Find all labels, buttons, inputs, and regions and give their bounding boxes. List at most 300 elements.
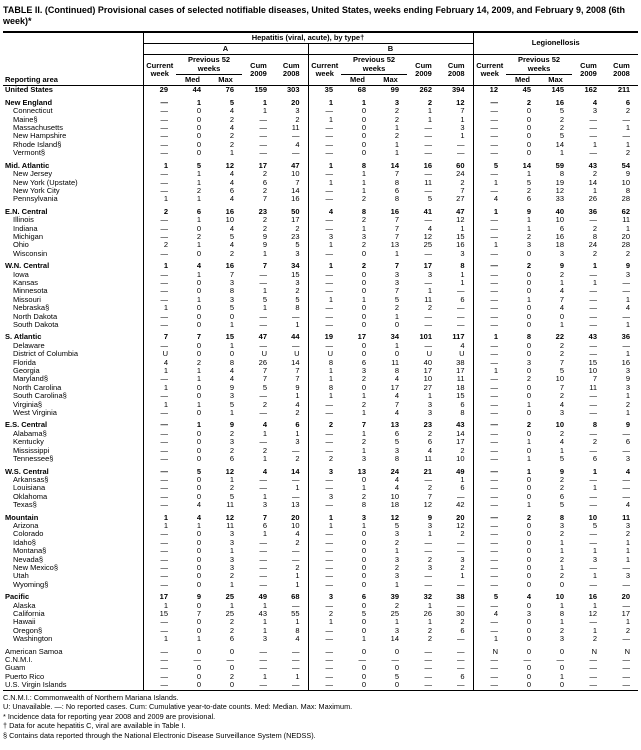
value-cell: 6 [229, 635, 234, 644]
table-row [3, 501, 638, 509]
value-cell: 0 [526, 521, 531, 530]
value-cell: 0 [196, 429, 201, 438]
value-cell: 3 [625, 455, 630, 464]
value-cell: 24 [456, 170, 465, 179]
value-cell: 1 [229, 547, 234, 556]
value-cell: — [473, 279, 506, 287]
value-cell: 9 [526, 206, 531, 216]
value-cell: 5 [592, 521, 597, 530]
reporting-area-cell: South Carolina§ [13, 392, 67, 401]
value-cell: — [292, 681, 300, 690]
value-cell: — [143, 572, 176, 580]
value-cell: 5 [196, 160, 201, 170]
value-cell: 1 [427, 287, 432, 296]
value-cell: 5 [427, 195, 432, 204]
value-cell: 10 [555, 375, 564, 384]
value-cell: 1 [295, 429, 300, 438]
value-cell: 2 [308, 610, 341, 618]
value-cell: 1 [361, 295, 366, 304]
value-cell: 0 [361, 278, 366, 287]
value-cell: 2 [427, 97, 432, 107]
value-cell: 0 [361, 304, 366, 313]
value-cell: — [589, 270, 597, 279]
value-cell: 12 [456, 216, 465, 225]
value-cell: — [473, 187, 506, 195]
value-cell: — [259, 484, 267, 493]
value-cell: 10 [225, 216, 234, 225]
value-cell: 1 [460, 475, 465, 484]
value-cell: U [426, 350, 432, 359]
value-cell: 7 [361, 420, 366, 430]
value-cell: 1 [394, 341, 399, 350]
value-cell: — [457, 656, 465, 665]
value-cell: — [308, 627, 341, 635]
value-cell: 0 [526, 392, 531, 401]
value-cell: — [589, 287, 597, 296]
value-cell: 11 [424, 178, 432, 187]
value-cell: 1 [559, 278, 564, 287]
value-cell: — [143, 116, 176, 124]
table-header [3, 32, 638, 86]
value-cell: — [457, 492, 465, 501]
value-cell: 17 [258, 160, 267, 170]
value-cell: 0 [361, 140, 366, 149]
value-cell: 3 [229, 538, 234, 547]
value-cell: 1 [559, 672, 564, 681]
value-cell: — [292, 149, 300, 158]
value-cell: 2 [262, 170, 267, 179]
value-cell: 17 [357, 332, 366, 342]
value-cell: 1 [308, 510, 341, 522]
table-row [3, 510, 638, 522]
value-cell: 3 [361, 367, 366, 376]
value-cell: — [143, 681, 176, 690]
value-cell: 0 [361, 547, 366, 556]
table-row [3, 673, 638, 681]
value-cell: 17 [423, 367, 432, 376]
value-cell: — [622, 563, 630, 572]
value-cell: 4 [592, 97, 597, 107]
value-cell: — [143, 618, 176, 626]
value-cell: — [622, 664, 630, 673]
value-cell: — [622, 580, 630, 589]
reporting-area-cell: Connecticut [13, 107, 53, 116]
reporting-area-cell: North Dakota [13, 312, 58, 321]
value-cell: 17 [456, 367, 465, 376]
value-cell: 2 [625, 149, 630, 158]
value-cell: 2 [559, 484, 564, 493]
value-cell: 1 [361, 635, 366, 644]
value-cell: — [473, 572, 506, 580]
value-cell: — [589, 672, 597, 681]
value-cell: 2 [361, 195, 366, 204]
value-cell: 0 [196, 572, 201, 581]
value-cell: 1 [143, 258, 176, 270]
value-cell: 1 [143, 384, 176, 392]
value-cell: 1 [196, 521, 201, 530]
value-cell: 28 [621, 241, 630, 250]
value-cell: 2 [559, 341, 564, 350]
table-row [3, 233, 638, 241]
value-cell: — [473, 664, 506, 672]
value-cell: 2 [625, 530, 630, 539]
value-cell: 1 [394, 312, 399, 321]
value-cell: 1 [308, 241, 341, 249]
value-cell: 6 [460, 484, 465, 493]
table-row [3, 392, 638, 400]
value-cell: 0 [361, 115, 366, 124]
reporting-area-cell: American Samoa [5, 646, 63, 656]
value-cell: 43 [456, 420, 465, 430]
value-cell: 2 [427, 635, 432, 644]
value-cell: 2 [394, 538, 399, 547]
value-cell: — [424, 216, 432, 225]
value-cell: 1 [460, 572, 465, 581]
value-cell: — [473, 493, 506, 501]
value-cell: 3 [308, 589, 341, 601]
value-cell: 17 [390, 383, 399, 392]
table-row [3, 493, 638, 501]
value-cell: 4 [196, 512, 201, 522]
table-row [3, 539, 638, 547]
reporting-area-cell: New Mexico§ [13, 563, 59, 572]
value-cell: 1 [526, 501, 531, 510]
value-cell: 1 [196, 270, 201, 279]
table-row [3, 417, 638, 429]
value-cell: 2 [592, 170, 597, 179]
value-cell: 0 [361, 341, 366, 350]
value-cell: 42 [456, 501, 465, 510]
value-cell: 0 [196, 626, 201, 635]
value-cell: 1 [196, 375, 201, 384]
value-cell: 2 [559, 270, 564, 279]
current-week-header-leg: Current week [473, 55, 506, 86]
value-cell: — [143, 250, 176, 258]
value-cell: 1 [592, 278, 597, 287]
value-cell: 26 [258, 358, 267, 367]
value-cell: 6 [427, 438, 432, 447]
value-cell: 7 [262, 375, 267, 384]
value-cell: 4 [196, 501, 201, 510]
value-cell: 4 [229, 375, 234, 384]
value-cell: 3 [295, 278, 300, 287]
value-cell: 2 [229, 572, 234, 581]
value-cell: 1 [526, 400, 531, 409]
value-cell: 7 [592, 375, 597, 384]
value-cell: 262 [419, 85, 432, 95]
value-cell: 1 [625, 350, 630, 359]
value-cell: — [143, 375, 176, 383]
value-cell: — [473, 287, 506, 295]
value-cell: — [308, 635, 341, 643]
value-cell: 303 [286, 85, 300, 95]
value-cell: 6 [625, 438, 630, 447]
value-cell: 2 [427, 304, 432, 313]
reporting-area-cell: Kentucky [13, 438, 44, 447]
value-cell: 7 [295, 367, 300, 376]
value-cell: 16 [225, 206, 234, 216]
value-cell: 2 [308, 455, 341, 463]
value-cell: 4 [559, 438, 564, 447]
reporting-area-cell: Arkansas§ [13, 475, 49, 484]
value-cell: — [424, 249, 432, 258]
value-cell: 3 [394, 97, 399, 107]
value-cell: 8 [394, 178, 399, 187]
value-cell: — [308, 124, 341, 132]
value-cell: 11 [226, 521, 234, 530]
value-cell: 0 [229, 646, 234, 656]
reporting-area-cell: Minnesota [13, 287, 48, 296]
value-cell: 3 [229, 555, 234, 564]
reporting-area-cell: Washington [13, 635, 53, 644]
table-row [3, 304, 638, 312]
value-cell: 2 [196, 186, 201, 195]
value-cell: 15 [143, 610, 176, 618]
value-cell: — [292, 656, 300, 665]
value-cell: 0 [526, 149, 531, 158]
footnote-legend: U: Unavailable. —: No reported cases. Cum: Cumulative year-to-date counts. Med: Median. Max: Maximum. [3, 702, 353, 712]
value-cell: 15 [225, 332, 234, 342]
value-cell: — [308, 564, 341, 572]
value-cell: 3 [229, 530, 234, 539]
value-cell: 7 [460, 186, 465, 195]
value-cell: — [622, 492, 630, 501]
value-cell: 7 [559, 295, 564, 304]
value-cell: 3 [394, 555, 399, 564]
value-cell: 1 [295, 392, 300, 401]
value-cell: 0 [196, 304, 201, 313]
value-cell: 1 [361, 97, 366, 107]
value-cell: — [473, 233, 506, 241]
value-cell: — [259, 438, 267, 447]
table-row [3, 384, 638, 392]
value-cell: 49 [456, 466, 465, 476]
value-cell: 47 [258, 332, 267, 342]
value-cell: 0 [196, 664, 201, 673]
value-cell: 4 [427, 446, 432, 455]
value-cell: — [292, 555, 300, 564]
value-cell: — [358, 656, 366, 665]
reporting-area-cell: W.N. Central [5, 261, 50, 271]
value-cell: — [473, 359, 506, 367]
value-cell: 1 [308, 95, 341, 107]
value-cell: — [143, 233, 176, 241]
value-cell: 101 [419, 332, 432, 342]
value-cell: — [143, 547, 176, 555]
current-week-header-b: Current week [308, 55, 341, 86]
value-cell: — [308, 250, 341, 258]
value-cell: — [308, 656, 341, 664]
value-cell: 2 [559, 555, 564, 564]
value-cell: 1 [196, 97, 201, 107]
value-cell: 4 [394, 375, 399, 384]
value-cell: 34 [291, 261, 300, 271]
value-cell: 0 [196, 446, 201, 455]
value-cell: — [308, 401, 341, 409]
value-cell: 0 [526, 555, 531, 564]
value-cell: 3 [394, 626, 399, 635]
value-cell: 8 [308, 359, 341, 367]
value-cell: 15 [456, 232, 465, 241]
value-cell: 7 [229, 270, 234, 279]
value-cell: 1 [229, 341, 234, 350]
value-cell: 0 [526, 646, 531, 656]
value-cell: 16 [225, 261, 234, 271]
value-cell: — [622, 475, 630, 484]
value-cell: 2 [559, 475, 564, 484]
previous-52-weeks-header-leg: Previous 52 weeks [506, 55, 572, 75]
value-cell: 47 [456, 206, 465, 216]
value-cell: 6 [361, 358, 366, 367]
value-cell: — [292, 132, 300, 141]
value-cell: 0 [394, 646, 399, 656]
value-cell: N [624, 646, 630, 656]
value-cell: 1 [427, 530, 432, 539]
value-cell: 6 [592, 455, 597, 464]
reporting-area-cell: Massachusetts [13, 124, 64, 133]
value-cell: 0 [559, 664, 564, 673]
table-row [3, 430, 638, 438]
value-cell: — [589, 132, 597, 141]
value-cell: 26 [588, 195, 597, 204]
value-cell: — [308, 556, 341, 564]
value-cell: 3 [625, 270, 630, 279]
value-cell: 6 [196, 206, 201, 216]
reporting-area-cell: Delaware [13, 341, 45, 350]
value-cell: 1 [361, 446, 366, 455]
value-cell: 27 [456, 195, 465, 204]
value-cell: — [424, 124, 432, 133]
value-cell: — [473, 447, 506, 455]
value-cell: 19 [555, 178, 564, 187]
value-cell: 1 [526, 216, 531, 225]
value-cell: 4 [625, 304, 630, 313]
value-cell: 2 [143, 241, 176, 249]
value-cell: — [424, 580, 432, 589]
value-cell: 1 [262, 429, 267, 438]
value-cell: 1 [143, 195, 176, 203]
value-cell: — [622, 429, 630, 438]
value-cell: 0 [196, 132, 201, 141]
value-cell: 11 [589, 383, 597, 392]
value-cell: — [473, 132, 506, 140]
value-cell: 0 [229, 312, 234, 321]
value-cell: 1 [262, 455, 267, 464]
reporting-area-cell: Colorado [13, 530, 44, 539]
value-cell: 8 [592, 420, 597, 430]
value-cell: 11 [291, 124, 300, 133]
value-cell: 2 [295, 287, 300, 296]
value-cell: — [473, 484, 506, 492]
value-cell: — [143, 438, 176, 446]
value-cell: 7 [559, 358, 564, 367]
value-cell: 6 [295, 420, 300, 430]
value-cell: 16 [456, 241, 465, 250]
value-cell: — [473, 392, 506, 400]
value-cell: 4 [295, 635, 300, 644]
value-cell: 0 [196, 646, 201, 656]
value-cell: — [308, 501, 341, 509]
value-cell: 1 [559, 601, 564, 610]
value-cell: — [622, 278, 630, 287]
value-cell: — [457, 304, 465, 313]
value-cell: — [143, 216, 176, 224]
value-cell: 1 [308, 296, 341, 304]
value-cell: — [589, 124, 597, 133]
table-row [3, 664, 638, 672]
reporting-area-cell: Indiana [13, 224, 38, 233]
value-cell: — [292, 312, 300, 321]
table-row [3, 589, 638, 601]
value-cell: 1 [196, 400, 201, 409]
value-cell: 1 [262, 287, 267, 296]
value-cell: — [143, 170, 176, 178]
value-cell: 0 [526, 140, 531, 149]
table-row [3, 618, 638, 626]
value-cell: 4 [625, 501, 630, 510]
value-cell: — [589, 312, 597, 321]
value-cell: 1 [361, 484, 366, 493]
value-cell: — [424, 132, 432, 141]
table-row [3, 149, 638, 157]
value-cell: 0 [526, 107, 531, 116]
value-cell: 3 [262, 635, 267, 644]
value-cell: 0 [361, 681, 366, 690]
value-cell: 4 [229, 170, 234, 179]
value-cell: — [259, 140, 267, 149]
value-cell: — [589, 429, 597, 438]
value-cell: 12 [423, 501, 432, 510]
value-cell: — [143, 564, 176, 572]
value-cell: 1 [460, 270, 465, 279]
value-cell: — [589, 321, 597, 330]
value-cell: 2 [559, 124, 564, 133]
value-cell: — [308, 476, 341, 484]
value-cell: — [589, 538, 597, 547]
value-cell: 4 [229, 195, 234, 204]
value-cell: — [308, 430, 341, 438]
value-cell: 1 [625, 555, 630, 564]
value-cell: 9 [229, 420, 234, 430]
value-cell: 5 [559, 107, 564, 116]
table-row [3, 572, 638, 580]
value-cell: 1 [262, 618, 267, 627]
value-cell: 10 [555, 216, 564, 225]
value-cell: 3 [394, 530, 399, 539]
reporting-area-cell: U.S. Virgin Islands [5, 681, 67, 690]
value-cell: 24 [390, 466, 399, 476]
reporting-area-cell: Oklahoma [13, 492, 48, 501]
table-row [3, 367, 638, 375]
table-row [3, 258, 638, 270]
value-cell: — [473, 258, 506, 270]
value-cell: 145 [551, 85, 564, 95]
value-cell: 8 [625, 186, 630, 195]
value-cell: 1 [427, 107, 432, 116]
reporting-area-cell: West Virginia [13, 409, 57, 418]
value-cell: 0 [361, 664, 366, 673]
value-cell: 9 [625, 375, 630, 384]
value-cell: — [473, 430, 506, 438]
value-cell: — [622, 484, 630, 493]
value-cell: 0 [526, 538, 531, 547]
value-cell: — [259, 409, 267, 418]
value-cell: 6 [559, 492, 564, 501]
value-cell: 1 [394, 149, 399, 158]
value-cell: — [589, 392, 597, 401]
value-cell: 4 [229, 367, 234, 376]
header-row-groups [3, 32, 638, 44]
